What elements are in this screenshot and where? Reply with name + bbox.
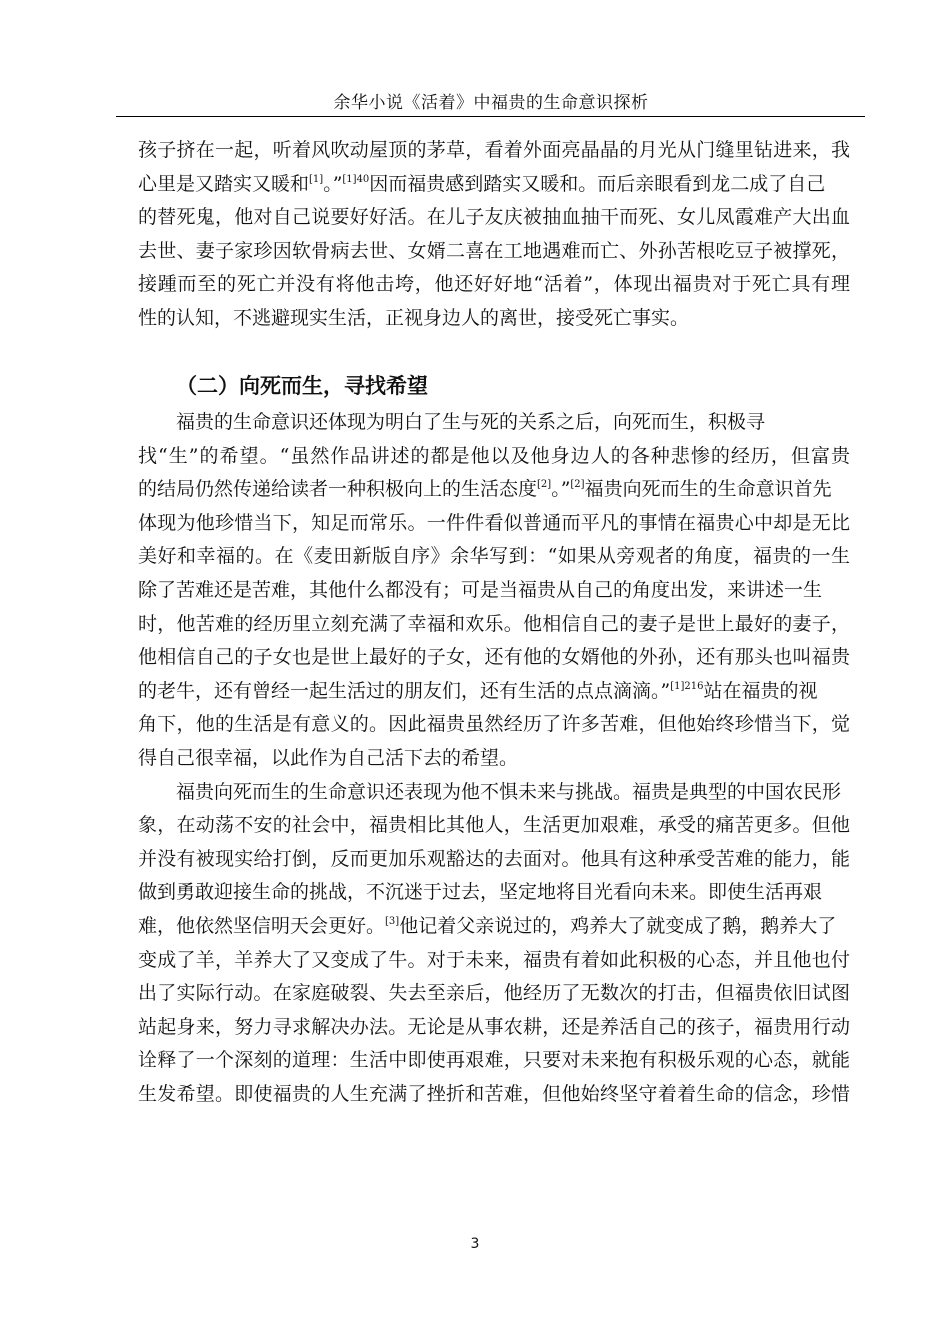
text-line: 去世、妻子家珍因软骨病去世、女婿二喜在工地遇难而亡、外孙苦根吃豆子被撑死，	[138, 239, 850, 262]
paragraph-2	[138, 406, 850, 1111]
text-run: 心里是又踏实又暖和	[138, 172, 310, 195]
text-line: 并没有被现实给打倒，反而更加乐观豁达的去面对。他具有这种承受苦难的能力，能	[138, 847, 850, 870]
text-line: 角下，他的生活是有意义的。因此福贵虽然经历了许多苦难，但他始终珍惜当下，觉	[138, 713, 850, 736]
text-line: 象，在动荡不安的社会中，福贵相比其他人，生活更加艰难，承受的痛苦更多。但他	[138, 814, 850, 837]
text-run: 的老牛，还有曾经一起生活过的朋友们，还有生活的点点滴滴。”	[138, 679, 671, 702]
text-line: 找“生”的希望。“虽然作品讲述的都是他以及他身边人的各种悲惨的经历，但富贵	[138, 444, 850, 467]
text-line: 做到勇敢迎接生命的挑战，不沉迷于过去，坚定地将目光看向未来。即使生活再艰	[138, 881, 823, 904]
text-line: 体现为他珍惜当下，知足而常乐。一件件看似普通而平凡的事情在福贵心中却是无比	[138, 511, 850, 534]
citation: [1]	[309, 173, 324, 185]
paragraph-1	[138, 134, 850, 336]
text-run: 福贵向死而生的生命意识首先	[584, 478, 832, 501]
citation: [1]216	[670, 680, 704, 692]
text-line	[138, 473, 850, 507]
text-line: 出了实际行动。在家庭破裂、失去至亲后，他经历了无数次的打击，但福贵依旧试图	[138, 982, 850, 1005]
text-run: 。”	[551, 478, 571, 501]
text-line: 接踵而至的死亡并没有将他击垮，他还好好地“活着”，体现出福贵对于死亡具有理	[138, 273, 850, 296]
citation: [3]	[385, 915, 400, 927]
text-line: 得自己很幸福，以此作为自己活下去的希望。	[138, 746, 519, 769]
text-line: 美好和幸福的。在《麦田新版自序》余华写到：“如果从旁观者的角度，福贵的一生	[138, 545, 850, 568]
page-number: 3	[470, 1236, 480, 1252]
text-line	[138, 675, 850, 709]
text-run: 。”	[323, 172, 343, 195]
header-rule	[116, 116, 865, 117]
text-line: 变成了羊，羊养大了又变成了牛。对于未来，福贵有着如此积极的心态，并且他也付	[138, 948, 850, 971]
text-run: 难，他依然坚信明天会更好。	[138, 914, 386, 937]
text-run: 站在福贵的视	[703, 679, 818, 702]
text-line: 的替死鬼，他对自己说要好好活。在儿子友庆被抽血抽干而死、女儿凤霞难产大出血	[138, 206, 850, 229]
text-line	[138, 168, 850, 202]
text-line: 时，他苦难的经历里立刻充满了幸福和欢乐。他相信自己的妻子是世上最好的妻子，	[138, 612, 850, 635]
text-line: 他相信自己的子女也是世上最好的子女，还有他的女婿他的外孙，还有那头也叫福贵	[138, 646, 850, 669]
text-run: 因而福贵感到踏实又暖和。而后亲眼看到龙二成了自己	[369, 172, 826, 195]
text-line: 生发希望。即使福贵的人生充满了挫折和苦难，但他始终坚守着着生命的信念，珍惜	[138, 1082, 850, 1105]
text-line	[138, 910, 850, 944]
section-heading: （二）向死而生，寻找希望	[176, 374, 428, 398]
text-line: 站起身来，努力寻求解决办法。无论是从事农耕，还是养活自己的孩子，福贵用行动	[138, 1015, 850, 1038]
text-line: 福贵向死而生的生命意识还表现为他不惧未来与挑战。福贵是典型的中国农民形	[176, 780, 842, 803]
text-run: 的结局仍然传递给读者一种积极向上的生活态度	[138, 478, 538, 501]
text-line: 福贵的生命意识还体现为明白了生与死的关系之后，向死而生，积极寻	[176, 411, 766, 433]
citation: [2]	[537, 479, 552, 491]
text-line: 性的认知，不逃避现实生活，正视身边人的离世，接受死亡事实。	[138, 306, 690, 329]
text-line: 孩子挤在一起，听着风吹动屋顶的茅草，看着外面亮晶晶的月光从门缝里钻进来，我	[138, 139, 850, 161]
citation: [1]40	[342, 173, 370, 185]
citation: [2]	[570, 479, 585, 491]
running-header: 余华小说《活着》中福贵的生命意识探析	[333, 93, 649, 113]
text-line: 除了苦难还是苦难，其他什么都没有；可是当福贵从自己的角度出发，来讲述一生	[138, 578, 823, 601]
text-run: 他记着父亲说过的，鸡养大了就变成了鹅，鹅养大了	[399, 914, 837, 937]
text-line: 诠释了一个深刻的道理：生活中即使再艰难，只要对未来抱有积极乐观的心态，就能	[138, 1049, 850, 1072]
